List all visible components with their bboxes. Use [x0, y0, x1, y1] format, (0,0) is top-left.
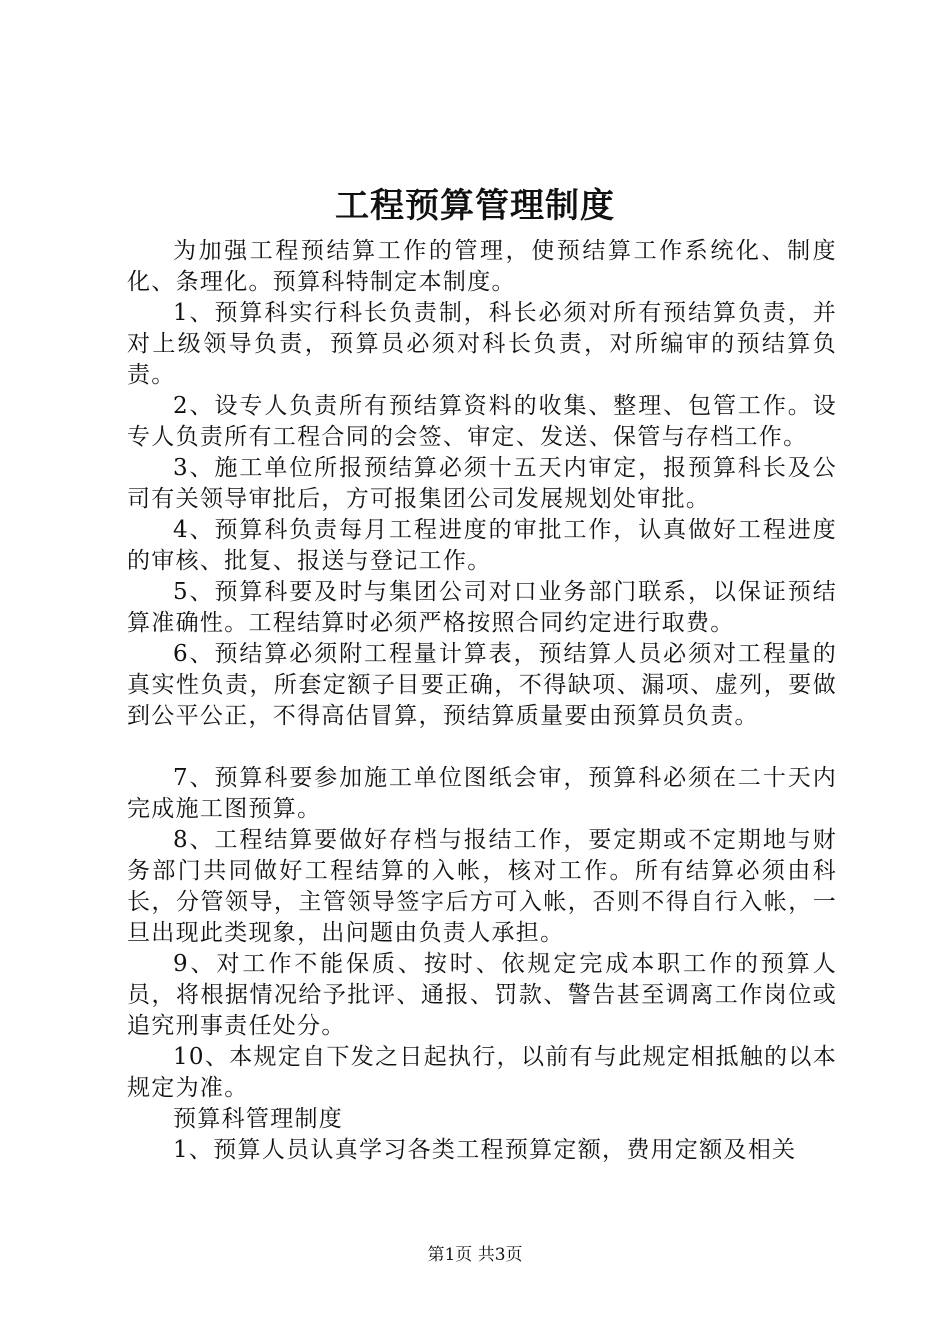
paragraph-item-5: 5、预算科要及时与集团公司对口业务部门联系，以保证预结算准确性。工程结算时必须严格按照合同约定进行取费。	[127, 579, 837, 636]
document-body	[127, 236, 837, 1166]
paragraph-intro: 为加强工程预结算工作的管理，使预结算工作系统化、制度化、条理化。预算科特制定本制度。	[127, 238, 837, 295]
page-number: 第1页 共3页	[427, 1245, 523, 1265]
paragraph-item-4: 4、预算科负责每月工程进度的审批工作，认真做好工程进度的审核、批复、报送与登记工作。	[127, 517, 837, 574]
paragraph-item-9: 9、对工作不能保质、按时、依规定完成本职工作的预算人员，将根据情况给予批评、通报、罚款、警告甚至调离工作岗位或追究刑事责任处分。	[127, 951, 837, 1039]
paragraph-section-item-1: 1、预算人员认真学习各类工程预算定额，费用定额及相关	[173, 1137, 797, 1163]
document-title: 工程预算管理制度	[335, 186, 615, 226]
paragraph-item-7: 7、预算科要参加施工单位图纸会审，预算科必须在二十天内完成施工图预算。	[127, 765, 837, 822]
section-heading: 预算科管理制度	[173, 1106, 344, 1132]
paragraph-item-1: 1、预算科实行科长负责制，科长必须对所有预结算负责，并对上级领导负责，预算员必须对科长负责，对所编审的预结算负责。	[127, 300, 837, 388]
paragraph-item-2: 2、设专人负责所有预结算资料的收集、整理、包管工作。设专人负责所有工程合同的会签、审定、发送、保管与存档工作。	[127, 393, 837, 450]
paragraph-item-10: 10、本规定自下发之日起执行，以前有与此规定相抵触的以本规定为准。	[127, 1044, 837, 1101]
paragraph-item-3: 3、施工单位所报预结算必须十五天内审定，报预算科长及公司有关领导审批后，方可报集团公司发展规划处审批。	[127, 455, 837, 512]
paragraph-item-8: 8、工程结算要做好存档与报结工作，要定期或不定期地与财务部门共同做好工程结算的入帐，核对工作。所有结算必须由科长，分管领导，主管领导签字后方可入帐，否则不得自行入帐，一旦出现此类现象，出问题由负责人承担。	[127, 827, 837, 946]
paragraph-item-6: 6、预结算必须附工程量计算表，预结算人员必须对工程量的真实性负责，所套定额子目要正确，不得缺项、漏项、虚列，要做到公平公正，不得高估冒算，预结算质量要由预算员负责。	[127, 641, 837, 729]
